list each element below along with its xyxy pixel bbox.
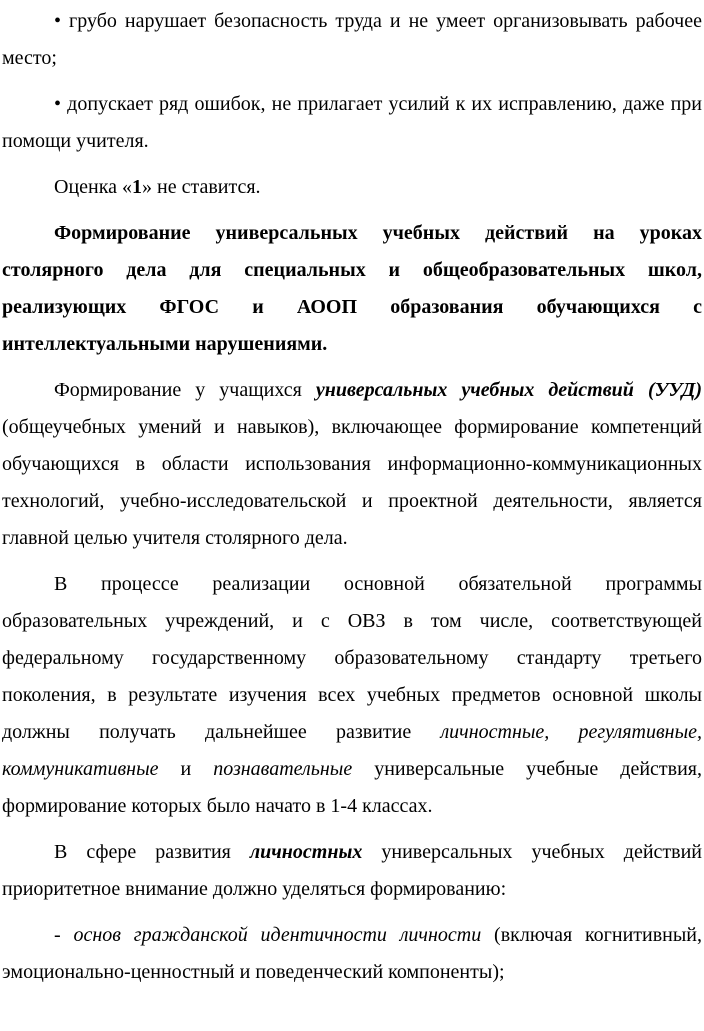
paragraph-uud-end: (общеучебных умений и навыков), включающее формирование компетенций обучающихся в области использования информационно-коммуникационных технологий, учебно-исследовательской и проектной деятельности, является главной целью учителя столярного дела. <box>2 416 702 549</box>
paragraph-personal-end: универсальных учебных действий приоритетное внимание должно уделяться формированию: <box>2 841 703 900</box>
paragraph-civic-emphasis: основ гражданской идентичности личности <box>73 924 482 946</box>
grade-note-before: Оценка « <box>54 176 133 198</box>
grade-note-after: » не ставится. <box>142 176 261 198</box>
paragraph-personal-emphasis: личностных <box>249 841 363 863</box>
paragraph-civic-end: (включая когнитивный, эмоционально-ценностный и поведенческий компоненты); <box>2 924 702 983</box>
paragraph-civic <box>2 917 702 991</box>
paragraph-personal-start: В сфере развития <box>54 841 250 863</box>
paragraph-uud-emphasis: универсальных учебных действий (УУД) <box>315 379 702 401</box>
bullet-icon: • <box>54 93 62 115</box>
paragraph-process-start: В процессе реализации основной обязательной программы образовательных учреждений, и с ОВЗ в том числе, соответствующей федеральному государственному образовательному стандарту третьего поколения, в результате изучения всех учебных предметов основной школы должны получать дальнейшее развитие <box>2 573 702 743</box>
paragraph-process-mid: и <box>158 758 214 780</box>
paragraph-civic-dash: - <box>54 924 74 946</box>
bullet-text-1: грубо нарушает безопасность труда и не умеет организовывать рабочее место; <box>2 10 702 69</box>
paragraph-personal <box>2 834 702 908</box>
bullet-icon: • <box>54 10 62 32</box>
paragraph-process-end: универсальные учебные действия, формирование которых было начато в 1-4 классах. <box>2 758 703 817</box>
grade-value: 1 <box>132 176 143 198</box>
paragraph-process <box>2 566 702 825</box>
grade-note <box>2 169 702 206</box>
bullet-item-2 <box>2 86 702 160</box>
bullet-text-2: допускает ряд ошибок, не прилагает усилий к их исправлению, даже при помощи учителя. <box>2 93 703 152</box>
section-heading: Формирование универсальных учебных действий на уроках столярного дела для специальных и общеобразовательных школ, реализующих ФГОС и АООП образования обучающихся с интеллектуальными нарушениями. <box>2 222 702 355</box>
paragraph-uud <box>2 372 702 557</box>
paragraph-process-emphasis-2: познавательные <box>213 758 353 780</box>
paragraph-process-emphasis-1: личностные, регулятивные, коммуникативные <box>2 721 703 780</box>
bullet-item-1 <box>2 3 702 77</box>
paragraph-uud-start: Формирование у учащихся <box>54 379 316 401</box>
